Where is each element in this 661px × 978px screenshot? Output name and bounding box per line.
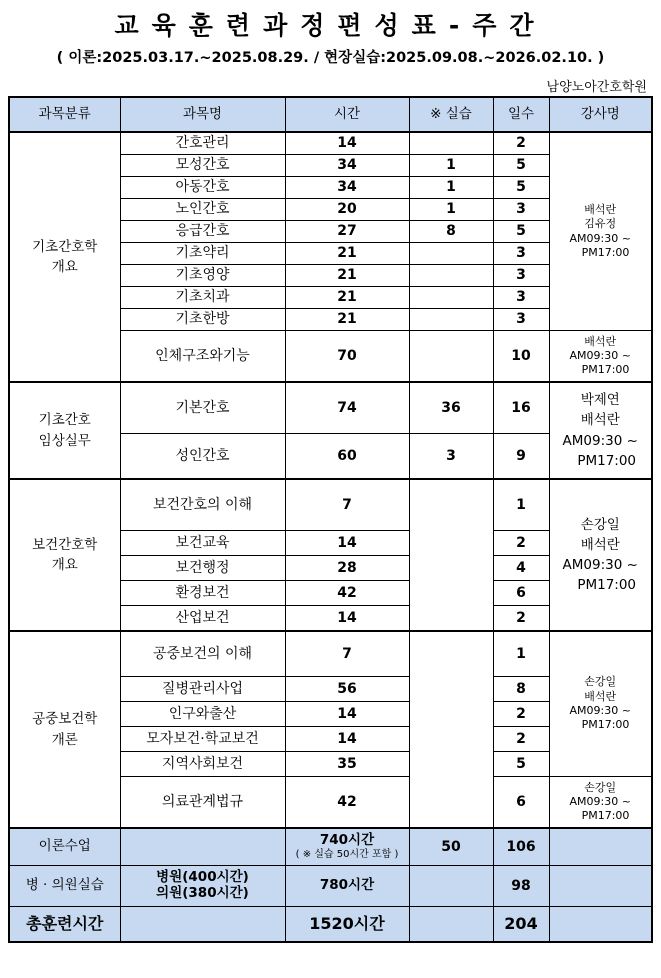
subject-cell: 기초치과 [120, 287, 285, 309]
summary-practice-cell [409, 866, 493, 907]
days-cell: 1 [493, 631, 549, 677]
table-row [9, 132, 652, 155]
curriculum-table [8, 96, 653, 943]
subject-cell: 산업보건 [120, 606, 285, 632]
subject-cell: 기초약리 [120, 243, 285, 265]
subject-cell: 인구와출산 [120, 702, 285, 727]
days-cell: 3 [493, 265, 549, 287]
hours-cell: 14 [285, 727, 409, 752]
category-cell: 기초간호학 개요 [9, 132, 120, 382]
subject-cell: 기초한방 [120, 309, 285, 331]
days-cell: 6 [493, 777, 549, 829]
training-period: ( 이론:2025.03.17.~2025.08.29. / 현장실습:2025.09.08.~2026.02.10. ) [56, 50, 605, 66]
category-cell: 기초간호 임상실무 [9, 382, 120, 479]
summary-label: 이론수업 [9, 828, 120, 866]
category-cell: 보건간호학 개요 [9, 479, 120, 631]
subject-cell: 보건간호의 이해 [120, 479, 285, 531]
summary-instructor-cell [549, 828, 652, 866]
column-header: 강사명 [549, 97, 652, 132]
hours-cell: 34 [285, 177, 409, 199]
table-row [9, 382, 652, 434]
days-cell: 2 [493, 606, 549, 632]
subject-cell: 의료관계법규 [120, 777, 285, 829]
subject-cell: 환경보건 [120, 581, 285, 606]
clinical-summary-row [9, 866, 652, 907]
days-cell: 4 [493, 556, 549, 581]
subject-cell: 기초영양 [120, 265, 285, 287]
summary-subject-cell [120, 828, 285, 866]
hours-cell: 21 [285, 243, 409, 265]
hours-cell: 14 [285, 606, 409, 632]
subject-cell: 성인간호 [120, 434, 285, 480]
instructor-cell: 손강일 배석란 AM09:30 ~ PM17:00 [549, 631, 652, 777]
summary-instructor-cell [549, 866, 652, 907]
subject-cell: 기본간호 [120, 382, 285, 434]
instructor-cell: 배석란 김유정 AM09:30 ~ PM17:00 [549, 132, 652, 331]
subject-cell: 노인간호 [120, 199, 285, 221]
hours-cell: 14 [285, 132, 409, 155]
summary-practice-cell [409, 907, 493, 943]
days-cell: 3 [493, 243, 549, 265]
subject-cell: 응급간호 [120, 221, 285, 243]
subject-cell: 간호관리 [120, 132, 285, 155]
practice-cell [409, 309, 493, 331]
hours-cell: 20 [285, 199, 409, 221]
column-header: 과목명 [120, 97, 285, 132]
summary-days: 106 [493, 828, 549, 866]
instructor-cell: 손강일 배석란 AM09:30 ~ PM17:00 [549, 479, 652, 631]
days-cell: 2 [493, 702, 549, 727]
hours-cell: 21 [285, 265, 409, 287]
subject-cell: 아동간호 [120, 177, 285, 199]
subject-cell: 질병관리사업 [120, 677, 285, 702]
days-cell: 6 [493, 581, 549, 606]
theory-summary-row [9, 828, 652, 866]
total-days: 204 [493, 907, 549, 943]
table-row [9, 479, 652, 531]
column-header: 과목분류 [9, 97, 120, 132]
practice-cell [409, 243, 493, 265]
hours-cell: 74 [285, 382, 409, 434]
category-cell: 공중보건학 개론 [9, 631, 120, 828]
practice-cell [409, 287, 493, 309]
subject-cell: 보건교육 [120, 531, 285, 556]
days-cell: 2 [493, 132, 549, 155]
subject-cell: 인체구조와기능 [120, 331, 285, 383]
days-cell: 3 [493, 199, 549, 221]
days-cell: 2 [493, 727, 549, 752]
hours-cell: 35 [285, 752, 409, 777]
hours-cell: 34 [285, 155, 409, 177]
page-title: 교육훈련과정편성표-주간 [114, 11, 547, 40]
days-cell: 5 [493, 177, 549, 199]
table-row [9, 631, 652, 677]
summary-subject-cell [120, 907, 285, 943]
practice-cell: 3 [409, 434, 493, 480]
days-cell: 1 [493, 479, 549, 531]
summary-hours-cell [285, 828, 409, 866]
practice-cell: 1 [409, 155, 493, 177]
days-cell: 5 [493, 221, 549, 243]
hours-cell: 14 [285, 702, 409, 727]
hours-cell: 42 [285, 777, 409, 829]
school-name: 남양노아간호학원 [546, 80, 647, 95]
hours-cell: 7 [285, 631, 409, 677]
column-header: 시간 [285, 97, 409, 132]
instructor-cell: 손강일 AM09:30 ~ PM17:00 [549, 777, 652, 829]
practice-cell [409, 331, 493, 383]
subject-cell: 모성간호 [120, 155, 285, 177]
practice-cell [409, 132, 493, 155]
hours-cell: 60 [285, 434, 409, 480]
practice-cell [409, 631, 493, 828]
practice-cell: 36 [409, 382, 493, 434]
days-cell: 10 [493, 331, 549, 383]
total-hours: 1520시간 [285, 907, 409, 943]
subject-cell: 모자보건·학교보건 [120, 727, 285, 752]
days-cell: 5 [493, 752, 549, 777]
summary-hours: 740시간 [319, 832, 375, 849]
practice-cell: 1 [409, 177, 493, 199]
subject-cell: 지역사회보건 [120, 752, 285, 777]
instructor-cell: 박제연 배석란 AM09:30 ~ PM17:00 [549, 382, 652, 479]
column-header: 일수 [493, 97, 549, 132]
summary-practice: 50 [409, 828, 493, 866]
days-cell: 2 [493, 531, 549, 556]
summary-hours: 780시간 [285, 866, 409, 907]
instructor-cell: 배석란 AM09:30 ~ PM17:00 [549, 331, 652, 383]
hours-cell: 70 [285, 331, 409, 383]
summary-days: 98 [493, 866, 549, 907]
total-label: 총훈련시간 [9, 907, 120, 943]
hours-cell: 42 [285, 581, 409, 606]
hours-cell: 21 [285, 309, 409, 331]
hours-cell: 27 [285, 221, 409, 243]
days-cell: 9 [493, 434, 549, 480]
days-cell: 16 [493, 382, 549, 434]
table-header-row [9, 97, 652, 132]
hours-cell: 7 [285, 479, 409, 531]
practice-cell [409, 265, 493, 287]
hours-cell: 28 [285, 556, 409, 581]
days-cell: 5 [493, 155, 549, 177]
days-cell: 3 [493, 309, 549, 331]
hours-cell: 56 [285, 677, 409, 702]
days-cell: 3 [493, 287, 549, 309]
summary-instructor-cell [549, 907, 652, 943]
practice-cell: 1 [409, 199, 493, 221]
days-cell: 8 [493, 677, 549, 702]
subject-cell: 보건행정 [120, 556, 285, 581]
subject-cell: 공중보건의 이해 [120, 631, 285, 677]
hours-cell: 14 [285, 531, 409, 556]
summary-hours-note: ( ※ 실습 50시간 포함 ) [295, 849, 399, 860]
column-header: ※ 실습 [409, 97, 493, 132]
practice-cell: 8 [409, 221, 493, 243]
summary-label: 병 · 의원실습 [9, 866, 120, 907]
hours-cell: 21 [285, 287, 409, 309]
summary-subject: 병원(400시간) 의원(380시간) [120, 866, 285, 907]
total-summary-row [9, 907, 652, 943]
practice-cell [409, 479, 493, 631]
